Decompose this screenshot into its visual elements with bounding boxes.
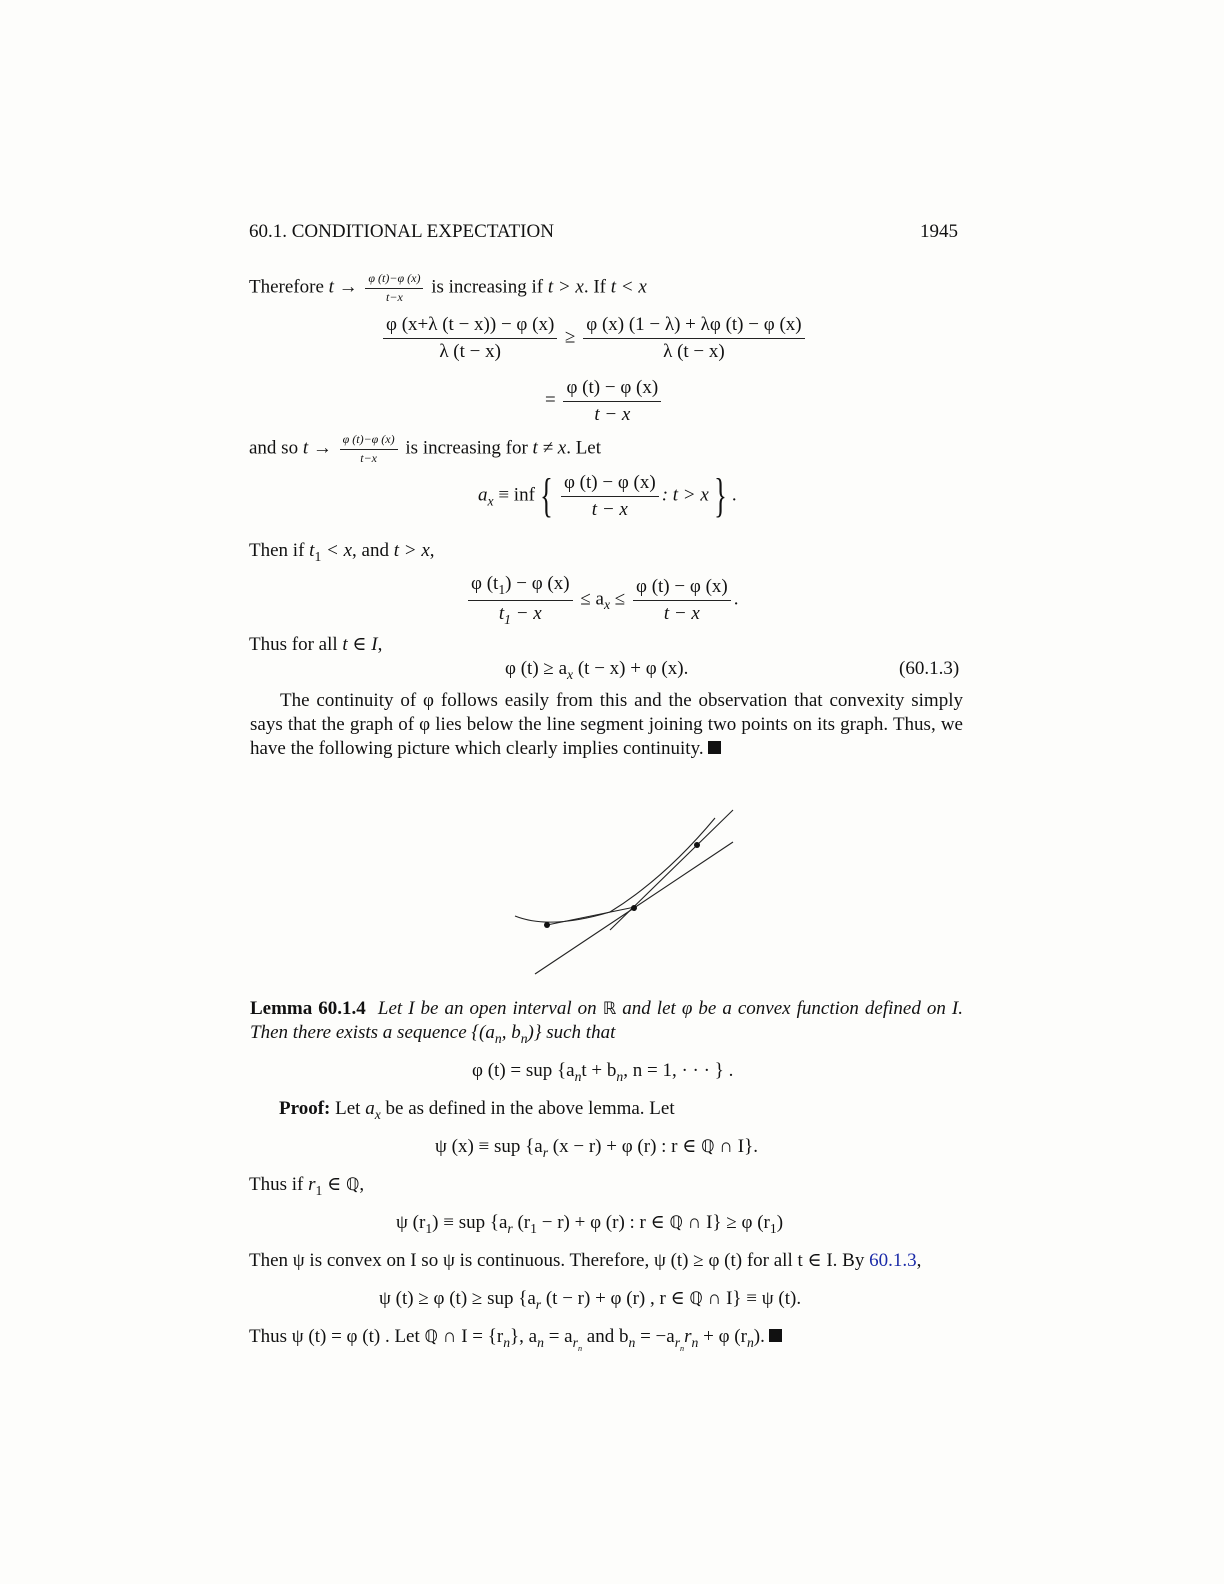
convex-curve [515, 818, 715, 922]
lemma-60-1-4: Lemma 60.1.4 Let I be an open interval on ℝ and let φ be a convex function defined on I. Then there exists a sequence {($a_n$, $b_n$)} such that [250, 998, 964, 1046]
equation-reference-link[interactable]: 60.1.3 [869, 1250, 917, 1271]
paragraph-continuity: The continuity of φ follows easily from this and the observation that convexity simply says that the graph of φ lies below the line segment joining two points on its graph. Thus, we have the following picture which clearly implies continuity. [250, 690, 963, 759]
equation-tag: (60.1.3) [899, 658, 960, 679]
qed-symbol [769, 1329, 782, 1342]
equation-60-1-3: φ $(t) \ge a_x$ (t − x) + φ (x). [505, 658, 689, 682]
text-line-psi-convex: Then ψ is convex on I so ψ is continuous. Therefore, ψ (t) ≥ φ (t) for all t ∈ I. By 60.1.3, [249, 1250, 922, 1271]
equation-ax-bounds: $\frac{\varphi (t_1) - \varphi (x)}{t_1 - x}$ ≤ $a_x$ ≤ $\frac{\varphi (t) - \varphi (x)}{t - x}$ . [465, 573, 738, 627]
equation-psi-bound: ψ (t) ≥ φ (t) ≥ sup {$a_r$ (t − r) + φ (r) , r ∈ ℚ ∩ I} ≡ ψ (t). [379, 1288, 802, 1312]
text-line-then-if: Then if $t_1 < x$, and t > x, [249, 540, 435, 564]
equation-ax-definition: $a_x$ ≡ inf { $\frac{\varphi (t) - \varphi (x)}{t - x}$ : t > x } . [478, 469, 737, 523]
equation-sup-representation: φ (t) = sup {$a_nt + b_n$, n = 1, · · · } . [472, 1060, 734, 1084]
text-line-thus-if-r1: Thus if $r_1$ ∈ ℚ, [249, 1174, 365, 1198]
equation-psi-definition: ψ (x) ≡ sup {$a_r$ (x − r) + φ (r) : r ∈ ℚ ∩ I}. [435, 1136, 758, 1160]
qed-symbol [708, 741, 721, 754]
text-line-therefore: Therefore t → $\frac{\varphi (t)-\varphi (x)}{t-x}$ is increasing if t > x. If t < x [249, 271, 647, 304]
graph-point [544, 922, 550, 928]
graph-point [631, 905, 637, 911]
running-header: 60.1. CONDITIONAL EXPECTATION [249, 221, 554, 242]
inline-fraction: $\frac{\varphi (t)-\varphi (x)}{t-x}$ [365, 272, 423, 305]
graph-point [694, 842, 700, 848]
proof-start: Proof: Let $a_x$ be as defined in the above lemma. Let [279, 1098, 675, 1122]
equation-equals-quotient: = $\frac{\varphi (t) - \varphi (x)}{t - x}$ [545, 377, 664, 426]
page-number: 1945 [920, 221, 958, 242]
secant-right [610, 810, 733, 930]
text-line-thus-for-all: Thus for all t ∈ I, [249, 634, 383, 655]
text-line-and-so: and so t → $\frac{\varphi (t)-\varphi (x)}{t-x}$ is increasing for t ≠ x. Let [249, 432, 602, 465]
text-line-conclusion: Thus ψ (t) = φ (t) . Let ℚ ∩ $I = \{r_n\}$, $a_n = a_{r_n}$ and $b_n = -a_{r_n}r_n + \varphi$ $(r_n)$. [249, 1325, 782, 1354]
equation-psi-r1: ψ $(r_1)$ ≡ sup {$a_r$ $(r_1 - r) + \varphi$ (r) : r ∈ ℚ ∩ I} ≥ φ $(r_1)$ [396, 1212, 784, 1236]
equation-difference-quotient: $\frac{\varphi (x+\lambda (t - x)) - \varphi (x)}{\lambda (t - x)}$ ≥ $\frac{\varphi (x) (1 - \lambda) + \lambda\varphi (t) - \varphi (x)}{\lambda (t - x)}$ [380, 314, 808, 363]
convexity-figure [505, 800, 745, 980]
